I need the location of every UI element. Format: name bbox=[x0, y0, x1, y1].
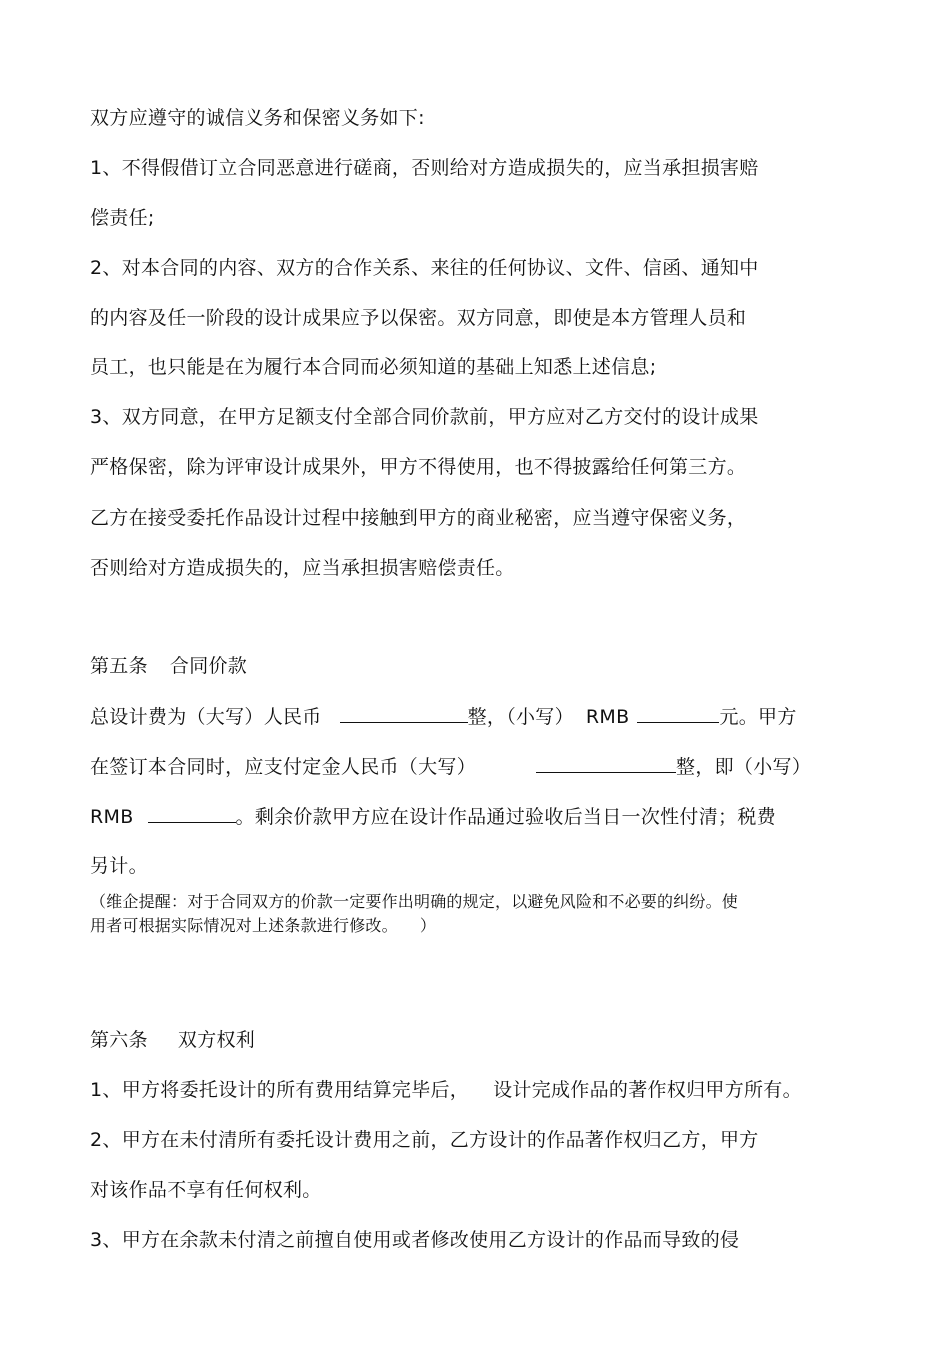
price-total-figures-blank[interactable] bbox=[637, 704, 719, 723]
price-total-words-blank[interactable] bbox=[340, 704, 468, 723]
reminder-note-close: ） bbox=[419, 916, 437, 935]
price-line-1 bbox=[90, 704, 797, 729]
rights-1-text-a: 1、甲方将委托设计的所有费用结算完毕后， bbox=[90, 1079, 470, 1101]
obligations-intro: 双方应遵守的诚信义务和保密义务如下: bbox=[90, 107, 425, 129]
deposit-suffix: 整，即（小写） bbox=[676, 756, 812, 778]
price-total-suffix: 整，（小写） bbox=[467, 706, 574, 728]
deposit-words-blank[interactable] bbox=[536, 754, 676, 773]
section-6-heading bbox=[90, 1028, 255, 1052]
price-total-label: 总设计费为（大写）人民币 bbox=[90, 706, 322, 728]
reminder-note-line-1: （维企提醒：对于合同双方的价款一定要作出明确的规定，以避免风险和不必要的纠纷。使 bbox=[90, 892, 739, 911]
section-6-number: 第六条 bbox=[90, 1029, 148, 1051]
price-line-4: 另计。 bbox=[90, 855, 148, 877]
price-line-2 bbox=[90, 754, 811, 779]
section-5-heading bbox=[90, 654, 247, 678]
obligation-3-line-2: 严格保密，除为评审设计成果外，甲方不得使用，也不得披露给任何第三方。 bbox=[90, 456, 747, 478]
obligation-1-line-2: 偿责任; bbox=[90, 207, 155, 229]
section-5-title: 合同价款 bbox=[169, 655, 248, 677]
section-5-number: 第五条 bbox=[90, 655, 148, 677]
obligation-3-line-4: 否则给对方造成损失的，应当承担损害赔偿责任。 bbox=[90, 557, 515, 579]
rights-2-line-2: 对该作品不享有任何权利。 bbox=[90, 1179, 322, 1201]
balance-payment-text: 。剩余价款甲方应在设计作品通过验收后当日一次性付清；税费 bbox=[235, 806, 776, 828]
obligation-3-line-3: 乙方在接受委托作品设计过程中接触到甲方的商业秘密，应当遵守保密义务， bbox=[90, 507, 747, 529]
obligation-2-line-1: 2、对本合同的内容、双方的合作关系、来往的任何协议、文件、信函、通知中 bbox=[90, 257, 759, 279]
deposit-rmb-label: RMB bbox=[90, 806, 134, 828]
rights-1-text-b: 设计完成作品的著作权归甲方所有。 bbox=[493, 1079, 802, 1101]
section-6-title: 双方权利 bbox=[177, 1029, 256, 1051]
deposit-figures-blank[interactable] bbox=[148, 804, 236, 823]
currency-rmb-label: RMB bbox=[585, 706, 630, 728]
price-total-unit: 元。甲方 bbox=[719, 706, 797, 728]
rights-1-line-1 bbox=[90, 1078, 802, 1102]
deposit-label: 在签订本合同时，应支付定金人民币（大写） bbox=[90, 756, 477, 778]
rights-2-line-1: 2、甲方在未付清所有委托设计费用之前，乙方设计的作品著作权归乙方，甲方 bbox=[90, 1129, 759, 1151]
obligation-2-line-2: 的内容及任一阶段的设计成果应予以保密。双方同意，即使是本方管理人员和 bbox=[90, 307, 747, 329]
rights-3-line-1: 3、甲方在余款未付清之前擅自使用或者修改使用乙方设计的作品而导致的侵 bbox=[90, 1229, 740, 1251]
obligation-2-line-3: 员工，也只能是在为履行本合同而必须知道的基础上知悉上述信息; bbox=[90, 356, 657, 378]
obligation-3-line-1: 3、双方同意，在甲方足额支付全部合同价款前，甲方应对乙方交付的设计成果 bbox=[90, 406, 759, 428]
reminder-note-line-2 bbox=[90, 916, 436, 936]
price-line-3 bbox=[90, 804, 776, 829]
reminder-note-text: 用者可根据实际情况对上述条款进行修改。 bbox=[90, 916, 398, 935]
obligation-1-line-1: 1、不得假借订立合同恶意进行磋商，否则给对方造成损失的，应当承担损害赔 bbox=[90, 157, 759, 179]
